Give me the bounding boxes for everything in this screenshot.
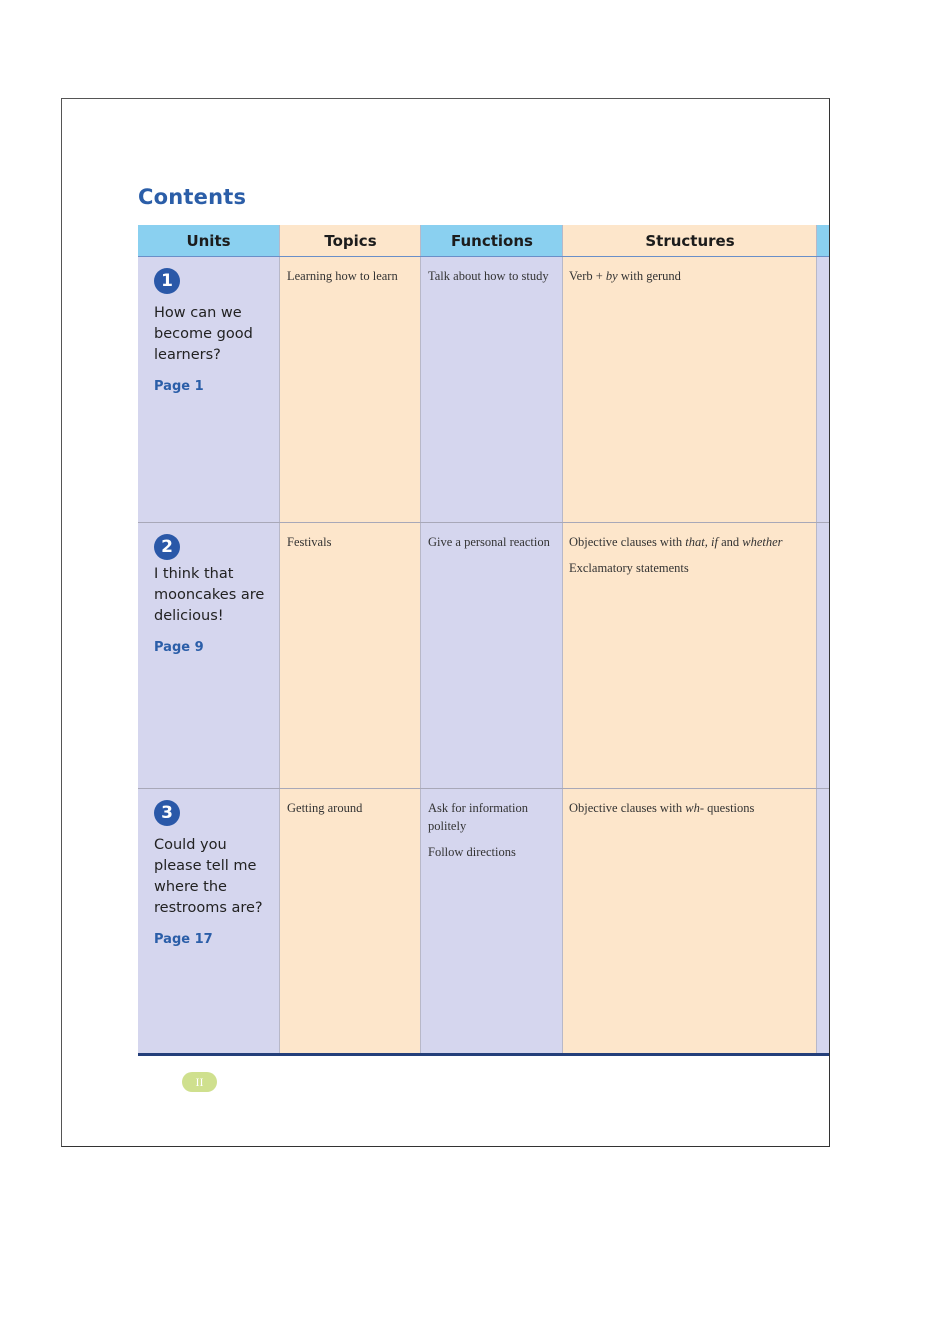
structure-item: Verb + by with gerund: [569, 269, 681, 283]
structures-cell: [569, 799, 799, 825]
unit-title: I think that mooncakes are delicious!: [154, 566, 265, 624]
unit-title: How can we become good learners?: [154, 305, 253, 363]
header-extra-column: [817, 225, 829, 257]
column-divider: [816, 225, 817, 1055]
structures-cell: [569, 533, 799, 585]
header-topics: Topics: [280, 225, 421, 257]
functions-column: [421, 257, 563, 1054]
structure-item: Objective clauses with that, if and whether: [569, 535, 783, 549]
unit-title: Could you please tell me where the restrooms are?: [154, 837, 263, 916]
header-rule: [138, 256, 829, 257]
functions-cell: [428, 533, 556, 559]
functions-cell: [428, 799, 556, 869]
structure-item: Objective clauses with wh- questions: [569, 801, 755, 815]
unit-page-link[interactable]: Page 1: [154, 379, 204, 394]
function-item: Give a personal reaction: [428, 535, 550, 549]
structure-item: Exclamatory statements: [569, 561, 689, 575]
unit-number-badge: 3: [154, 800, 180, 826]
unit-number-badge: 2: [154, 534, 180, 560]
topics-column: [280, 257, 421, 1054]
contents-page: [61, 98, 830, 1147]
function-item: Follow directions: [428, 845, 516, 859]
function-item: Ask for information politely: [428, 801, 528, 833]
topic-cell: Getting around: [287, 801, 363, 815]
unit-page-link[interactable]: Page 17: [154, 932, 213, 947]
column-divider: [420, 225, 421, 1055]
page-number-badge: II: [182, 1072, 217, 1092]
function-item: Talk about how to study: [428, 269, 549, 283]
page-title: Contents: [138, 185, 247, 209]
header-structures: Structures: [563, 225, 817, 257]
unit-number-badge: 1: [154, 268, 180, 294]
header-units: Units: [138, 225, 279, 257]
extra-column: [817, 257, 829, 1054]
topic-cell: Learning how to learn: [287, 269, 398, 283]
table-bottom-rule: [138, 1053, 829, 1056]
structures-cell: [569, 267, 799, 293]
column-divider: [279, 225, 280, 1055]
row-divider: [138, 522, 829, 523]
functions-cell: [428, 267, 556, 293]
column-divider: [562, 225, 563, 1055]
unit-page-link[interactable]: Page 9: [154, 640, 204, 655]
header-functions: Functions: [421, 225, 563, 257]
topic-cell: Festivals: [287, 535, 332, 549]
row-divider: [138, 788, 829, 789]
structures-column: [563, 257, 817, 1054]
